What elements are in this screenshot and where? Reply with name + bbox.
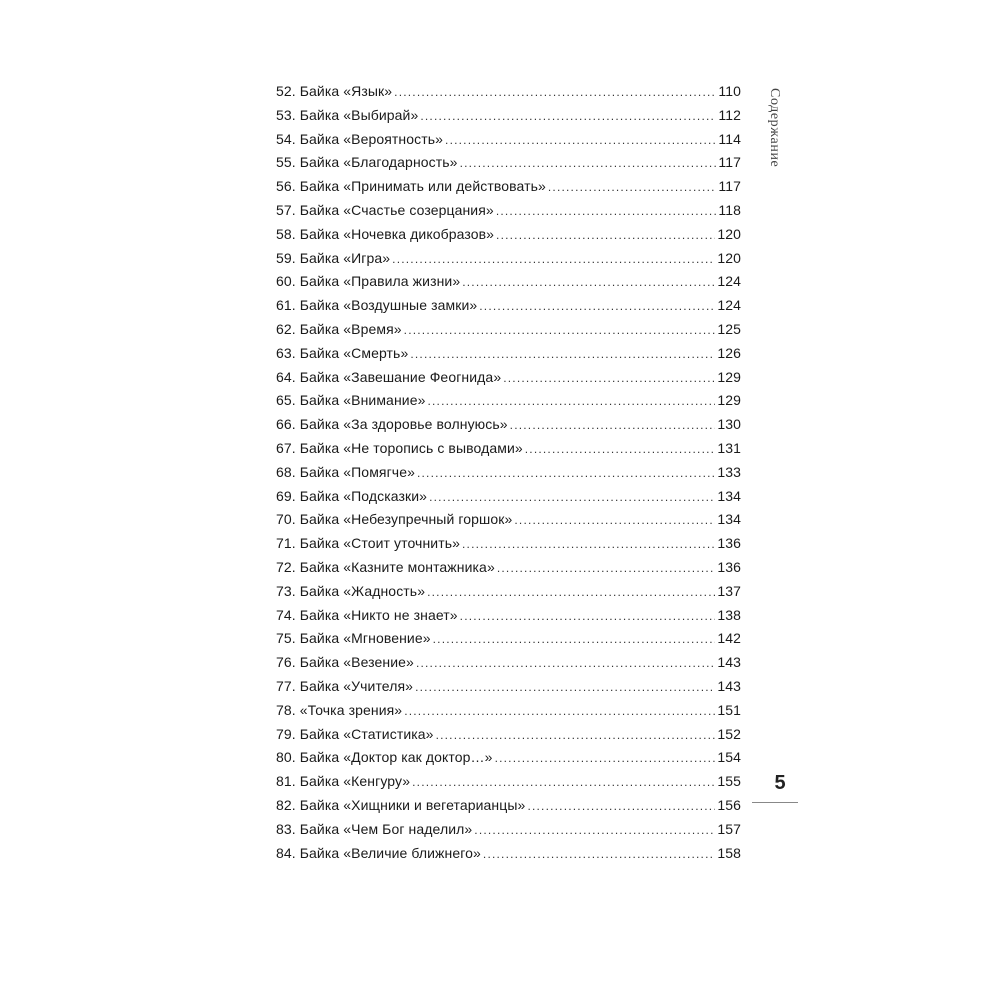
toc-entry-page: 134 <box>717 511 741 528</box>
page-number-rule <box>752 802 798 803</box>
toc-dot-leader <box>462 537 715 551</box>
toc-entry-title: 61. Байка «Воздушные замки» <box>276 297 478 314</box>
toc-dot-leader <box>462 275 715 289</box>
table-of-contents <box>276 83 741 868</box>
toc-entry-title: 69. Байка «Подсказки» <box>276 487 428 504</box>
toc-dot-leader <box>415 680 715 694</box>
running-head: Содержание <box>767 88 782 168</box>
toc-entry-title: 53. Байка «Выбирай» <box>276 106 419 123</box>
toc-entry-title: 66. Байка «За здоровье волнуюсь» <box>276 416 508 433</box>
toc-entry-page: 131 <box>717 439 741 456</box>
toc-dot-leader <box>427 585 715 599</box>
toc-entry-page: 120 <box>717 225 741 242</box>
toc-entry-title: 64. Байка «Завешание Феогнида» <box>276 368 502 385</box>
toc-entry-title: 75. Байка «Мгновение» <box>276 630 431 647</box>
toc-entry <box>276 107 741 131</box>
toc-entry-title: 83. Байка «Чем Бог наделил» <box>276 820 473 837</box>
toc-dot-leader <box>479 299 715 313</box>
toc-entry-page: 136 <box>717 535 741 552</box>
toc-entry <box>276 773 741 797</box>
toc-entry <box>276 250 741 274</box>
toc-entry <box>276 607 741 631</box>
toc-dot-leader <box>404 704 715 718</box>
toc-dot-leader <box>496 204 717 218</box>
toc-dot-leader <box>496 228 715 242</box>
toc-entry-page: 110 <box>718 83 741 99</box>
toc-entry <box>276 345 741 369</box>
toc-entry <box>276 202 741 226</box>
toc-dot-leader <box>433 632 716 646</box>
toc-entry-title: 67. Байка «Не торопись с выводами» <box>276 439 523 456</box>
toc-entry <box>276 273 741 297</box>
toc-entry <box>276 702 741 726</box>
toc-entry-page: 143 <box>717 677 741 694</box>
toc-dot-leader <box>427 394 715 408</box>
toc-entry-page: 117 <box>718 154 741 171</box>
toc-entry-page: 124 <box>717 297 741 314</box>
toc-dot-leader <box>527 799 715 813</box>
toc-dot-leader <box>548 180 717 194</box>
toc-entry <box>276 726 741 750</box>
toc-dot-leader <box>497 561 715 575</box>
toc-entry-page: 118 <box>718 201 741 218</box>
toc-entry-title: 52. Байка «Язык» <box>276 83 393 99</box>
toc-entry-page: 125 <box>717 320 741 337</box>
toc-entry-page: 156 <box>717 796 741 813</box>
toc-dot-leader <box>410 347 715 361</box>
toc-entry-title: 84. Байка «Величие ближнего» <box>276 844 481 861</box>
toc-entry-page: 137 <box>717 582 741 599</box>
toc-entry <box>276 392 741 416</box>
toc-dot-leader <box>495 751 716 765</box>
toc-entry-page: 114 <box>718 130 741 147</box>
toc-dot-leader <box>483 847 715 861</box>
toc-entry <box>276 440 741 464</box>
toc-dot-leader <box>445 133 716 147</box>
toc-entry <box>276 226 741 250</box>
toc-entry-title: 62. Байка «Время» <box>276 320 402 337</box>
toc-entry-page: 112 <box>718 106 741 123</box>
toc-entry-page: 136 <box>717 558 741 575</box>
toc-dot-leader <box>417 466 715 480</box>
toc-entry-page: 138 <box>717 606 741 623</box>
toc-entry <box>276 583 741 607</box>
toc-entry-title: 58. Байка «Ночевка дикобразов» <box>276 225 495 242</box>
toc-entry-title: 80. Байка «Доктор как доктор…» <box>276 749 493 766</box>
toc-entry-title: 65. Байка «Внимание» <box>276 392 426 409</box>
toc-entry-page: 134 <box>717 487 741 504</box>
toc-entry <box>276 535 741 559</box>
toc-entry-title: 57. Байка «Счастье созерцания» <box>276 201 494 218</box>
toc-entry-page: 143 <box>717 654 741 671</box>
toc-entry <box>276 488 741 512</box>
toc-entry-page: 129 <box>717 392 741 409</box>
toc-entry-title: 72. Байка «Казните монтажника» <box>276 558 495 575</box>
toc-entry-title: 68. Байка «Помягче» <box>276 463 415 480</box>
toc-dot-leader <box>394 85 716 99</box>
toc-dot-leader <box>503 371 715 385</box>
toc-entry-title: 60. Байка «Правила жизни» <box>276 273 461 290</box>
toc-entry-title: 77. Байка «Учителя» <box>276 677 414 694</box>
toc-entry-title: 81. Байка «Кенгуру» <box>276 773 411 790</box>
toc-entry-page: 117 <box>718 178 741 195</box>
toc-entry <box>276 321 741 345</box>
toc-entry-title: 55. Байка «Благодарность» <box>276 154 458 171</box>
toc-entry-page: 129 <box>717 368 741 385</box>
toc-dot-leader <box>525 442 716 456</box>
toc-entry-title: 79. Байка «Статистика» <box>276 725 434 742</box>
toc-entry-title: 56. Байка «Принимать или действовать» <box>276 178 546 195</box>
toc-entry-page: 151 <box>717 701 741 718</box>
toc-dot-leader <box>392 252 715 266</box>
toc-entry <box>276 630 741 654</box>
toc-dot-leader <box>474 823 715 837</box>
toc-entry <box>276 797 741 821</box>
toc-entry-page: 133 <box>717 463 741 480</box>
toc-entry <box>276 297 741 321</box>
toc-entry-title: 74. Байка «Никто не знает» <box>276 606 458 623</box>
toc-entry-page: 120 <box>717 249 741 266</box>
toc-entry-title: 63. Байка «Смерть» <box>276 344 409 361</box>
toc-entry-title: 78. «Точка зрения» <box>276 701 403 718</box>
toc-entry <box>276 821 741 845</box>
toc-entry <box>276 559 741 583</box>
toc-entry-page: 155 <box>717 773 741 790</box>
toc-dot-leader <box>420 109 716 123</box>
toc-entry <box>276 178 741 202</box>
toc-entry-page: 157 <box>717 820 741 837</box>
page-number: 5 <box>774 772 786 794</box>
toc-dot-leader <box>436 728 716 742</box>
toc-dot-leader <box>412 775 715 789</box>
toc-entry-title: 71. Байка «Стоит уточнить» <box>276 535 460 552</box>
toc-dot-leader <box>460 156 717 170</box>
toc-dot-leader <box>416 656 715 670</box>
toc-entry <box>276 678 741 702</box>
toc-entry <box>276 154 741 178</box>
toc-entry <box>276 416 741 440</box>
toc-dot-leader <box>510 418 716 432</box>
toc-entry <box>276 83 741 107</box>
toc-entry-title: 76. Байка «Везение» <box>276 654 414 671</box>
toc-dot-leader <box>404 323 716 337</box>
toc-entry-page: 152 <box>717 725 741 742</box>
toc-entry-title: 59. Байка «Игра» <box>276 249 391 266</box>
toc-dot-leader <box>460 609 716 623</box>
toc-entry-page: 124 <box>717 273 741 290</box>
toc-entry <box>276 654 741 678</box>
toc-entry-title: 54. Байка «Вероятность» <box>276 130 444 147</box>
toc-entry-title: 70. Байка «Небезупречный горшок» <box>276 511 513 528</box>
toc-entry <box>276 511 741 535</box>
toc-entry <box>276 749 741 773</box>
toc-entry-title: 82. Байка «Хищники и вегетарианцы» <box>276 796 526 813</box>
toc-entry <box>276 369 741 393</box>
toc-entry-page: 154 <box>717 749 741 766</box>
toc-entry <box>276 845 741 869</box>
toc-entry <box>276 464 741 488</box>
toc-entry-page: 130 <box>717 416 741 433</box>
toc-dot-leader <box>514 513 715 527</box>
toc-entry-page: 126 <box>717 344 741 361</box>
toc-entry-page: 142 <box>717 630 741 647</box>
toc-entry-title: 73. Байка «Жадность» <box>276 582 426 599</box>
toc-entry <box>276 131 741 155</box>
toc-dot-leader <box>429 490 715 504</box>
toc-entry-page: 158 <box>717 844 741 861</box>
